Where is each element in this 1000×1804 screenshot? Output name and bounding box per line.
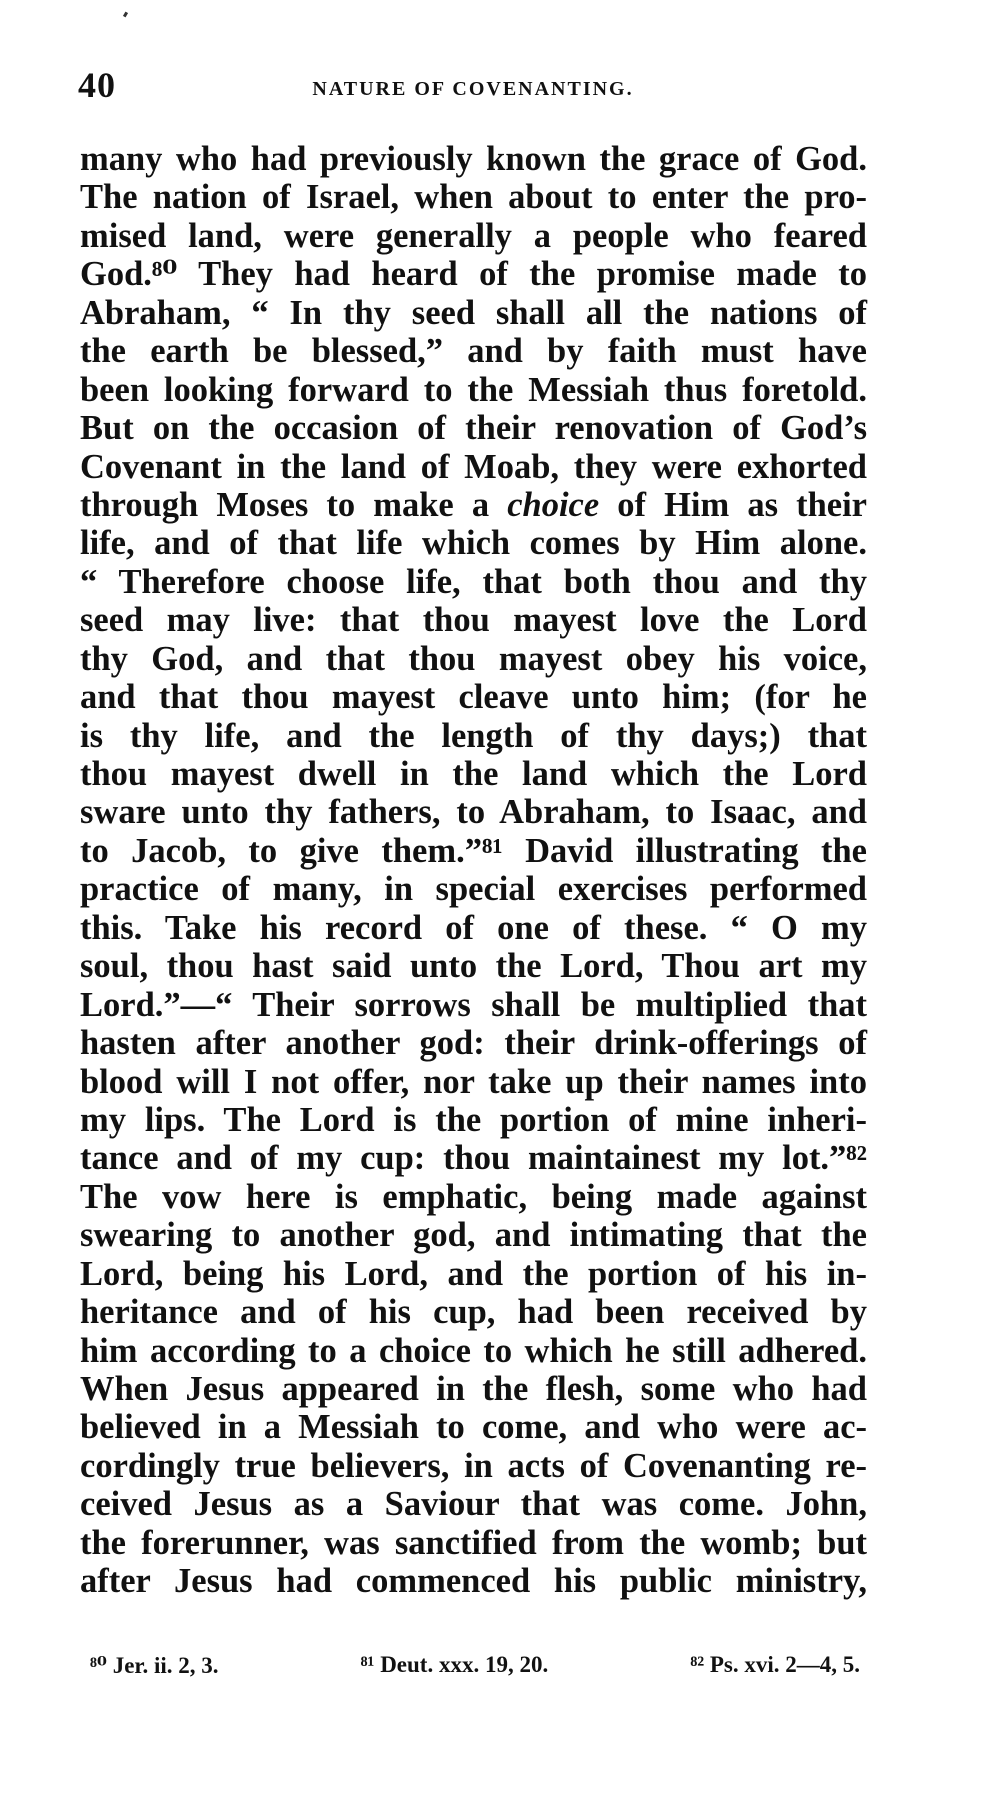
page-header <box>78 64 868 114</box>
text-line: the forerunner, was sanctified from the womb; but <box>80 1523 867 1562</box>
text-line: But on the occasion of their renovation of God’s <box>80 409 867 448</box>
text-line: soul, thou hast said unto the Lord, Thou art my <box>80 947 867 986</box>
text-line: seed may live: that thou mayest love the Lord <box>80 601 867 640</box>
text-line: God.⁸⁰ They had heard of the promise made to <box>80 255 867 294</box>
text-line: tance and of my cup: thou maintainest my lot.”⁸² <box>80 1139 867 1178</box>
text-line: blood will I not offer, nor take up their names into <box>80 1062 867 1101</box>
text-line: my lips. The Lord is the portion of mine inheri- <box>80 1100 867 1139</box>
text-line: The vow here is emphatic, being made against <box>80 1177 867 1216</box>
text-line: this. Take his record of one of these. “ O my <box>80 908 867 947</box>
ink-speck <box>123 12 128 18</box>
text-line: When Jesus appeared in the flesh, some who had <box>80 1370 867 1408</box>
footnote-80: ⁸⁰ Jer. ii. 2, 3. <box>90 1653 219 1678</box>
text-line: “ Therefore choose life, that both thou and thy <box>80 562 867 601</box>
emphasis-choice: choice <box>507 485 600 524</box>
text-line: practice of many, in special exercises performed <box>80 870 867 909</box>
text-line: believed in a Messiah to come, and who were ac- <box>80 1408 867 1447</box>
text-line: to Jacob, to give them.”⁸¹ David illustrating the <box>80 831 867 870</box>
running-title: NATURE OF COVENANTING. <box>312 78 634 100</box>
text-line: thy God, and that thou mayest obey his voice, <box>80 639 867 678</box>
footnote-81: ⁸¹ Deut. xxx. 19, 20. <box>360 1652 549 1677</box>
text-line: Abraham, “ In thy seed shall all the nations of <box>80 293 867 332</box>
text-line: ceived Jesus as a Saviour that was come. John, <box>80 1485 867 1524</box>
text-line: been looking forward to the Messiah thus foretold. <box>80 370 867 409</box>
text-line: the earth be blessed,” and by faith must have <box>80 332 867 371</box>
text-line: and that thou mayest cleave unto him; (for he <box>80 678 867 717</box>
text-line: after Jesus had commenced his public ministry, <box>80 1562 867 1601</box>
text-line: thou mayest dwell in the land which the Lord <box>80 755 867 793</box>
text-line: swearing to another god, and intimating that the <box>80 1216 867 1255</box>
text-line: The nation of Israel, when about to enter the pro- <box>80 178 867 217</box>
text-line: sware unto thy fathers, to Abraham, to Isaac, and <box>80 793 867 832</box>
page-number: 40 <box>78 65 116 105</box>
text-line: through Moses to make a choice of Him as their <box>80 485 867 524</box>
text-line: him according to a choice to which he still adhered. <box>80 1331 867 1370</box>
body-text <box>80 140 867 1601</box>
text-line: mised land, were generally a people who feared <box>80 216 867 255</box>
footnotes <box>90 1652 860 1679</box>
text-line: is thy life, and the length of thy days;) that <box>80 716 867 755</box>
text-line: heritance and of his cup, had been received by <box>80 1293 867 1332</box>
footnote-82: ⁸² Ps. xvi. 2—4, 5. <box>690 1652 860 1677</box>
text-line: life, and of that life which comes by Him alone. <box>80 524 867 563</box>
text-line: Lord, being his Lord, and the portion of his in- <box>80 1254 867 1293</box>
text-line: cordingly true believers, in acts of Covenanting re- <box>80 1446 867 1485</box>
text-line: Covenant in the land of Moab, they were exhorted <box>80 447 867 486</box>
text-line: many who had previously known the grace of God. <box>80 140 867 178</box>
text-line: Lord.”—“ Their sorrows shall be multiplied that <box>80 985 867 1024</box>
text-line: hasten after another god: their drink-offerings of <box>80 1024 867 1063</box>
